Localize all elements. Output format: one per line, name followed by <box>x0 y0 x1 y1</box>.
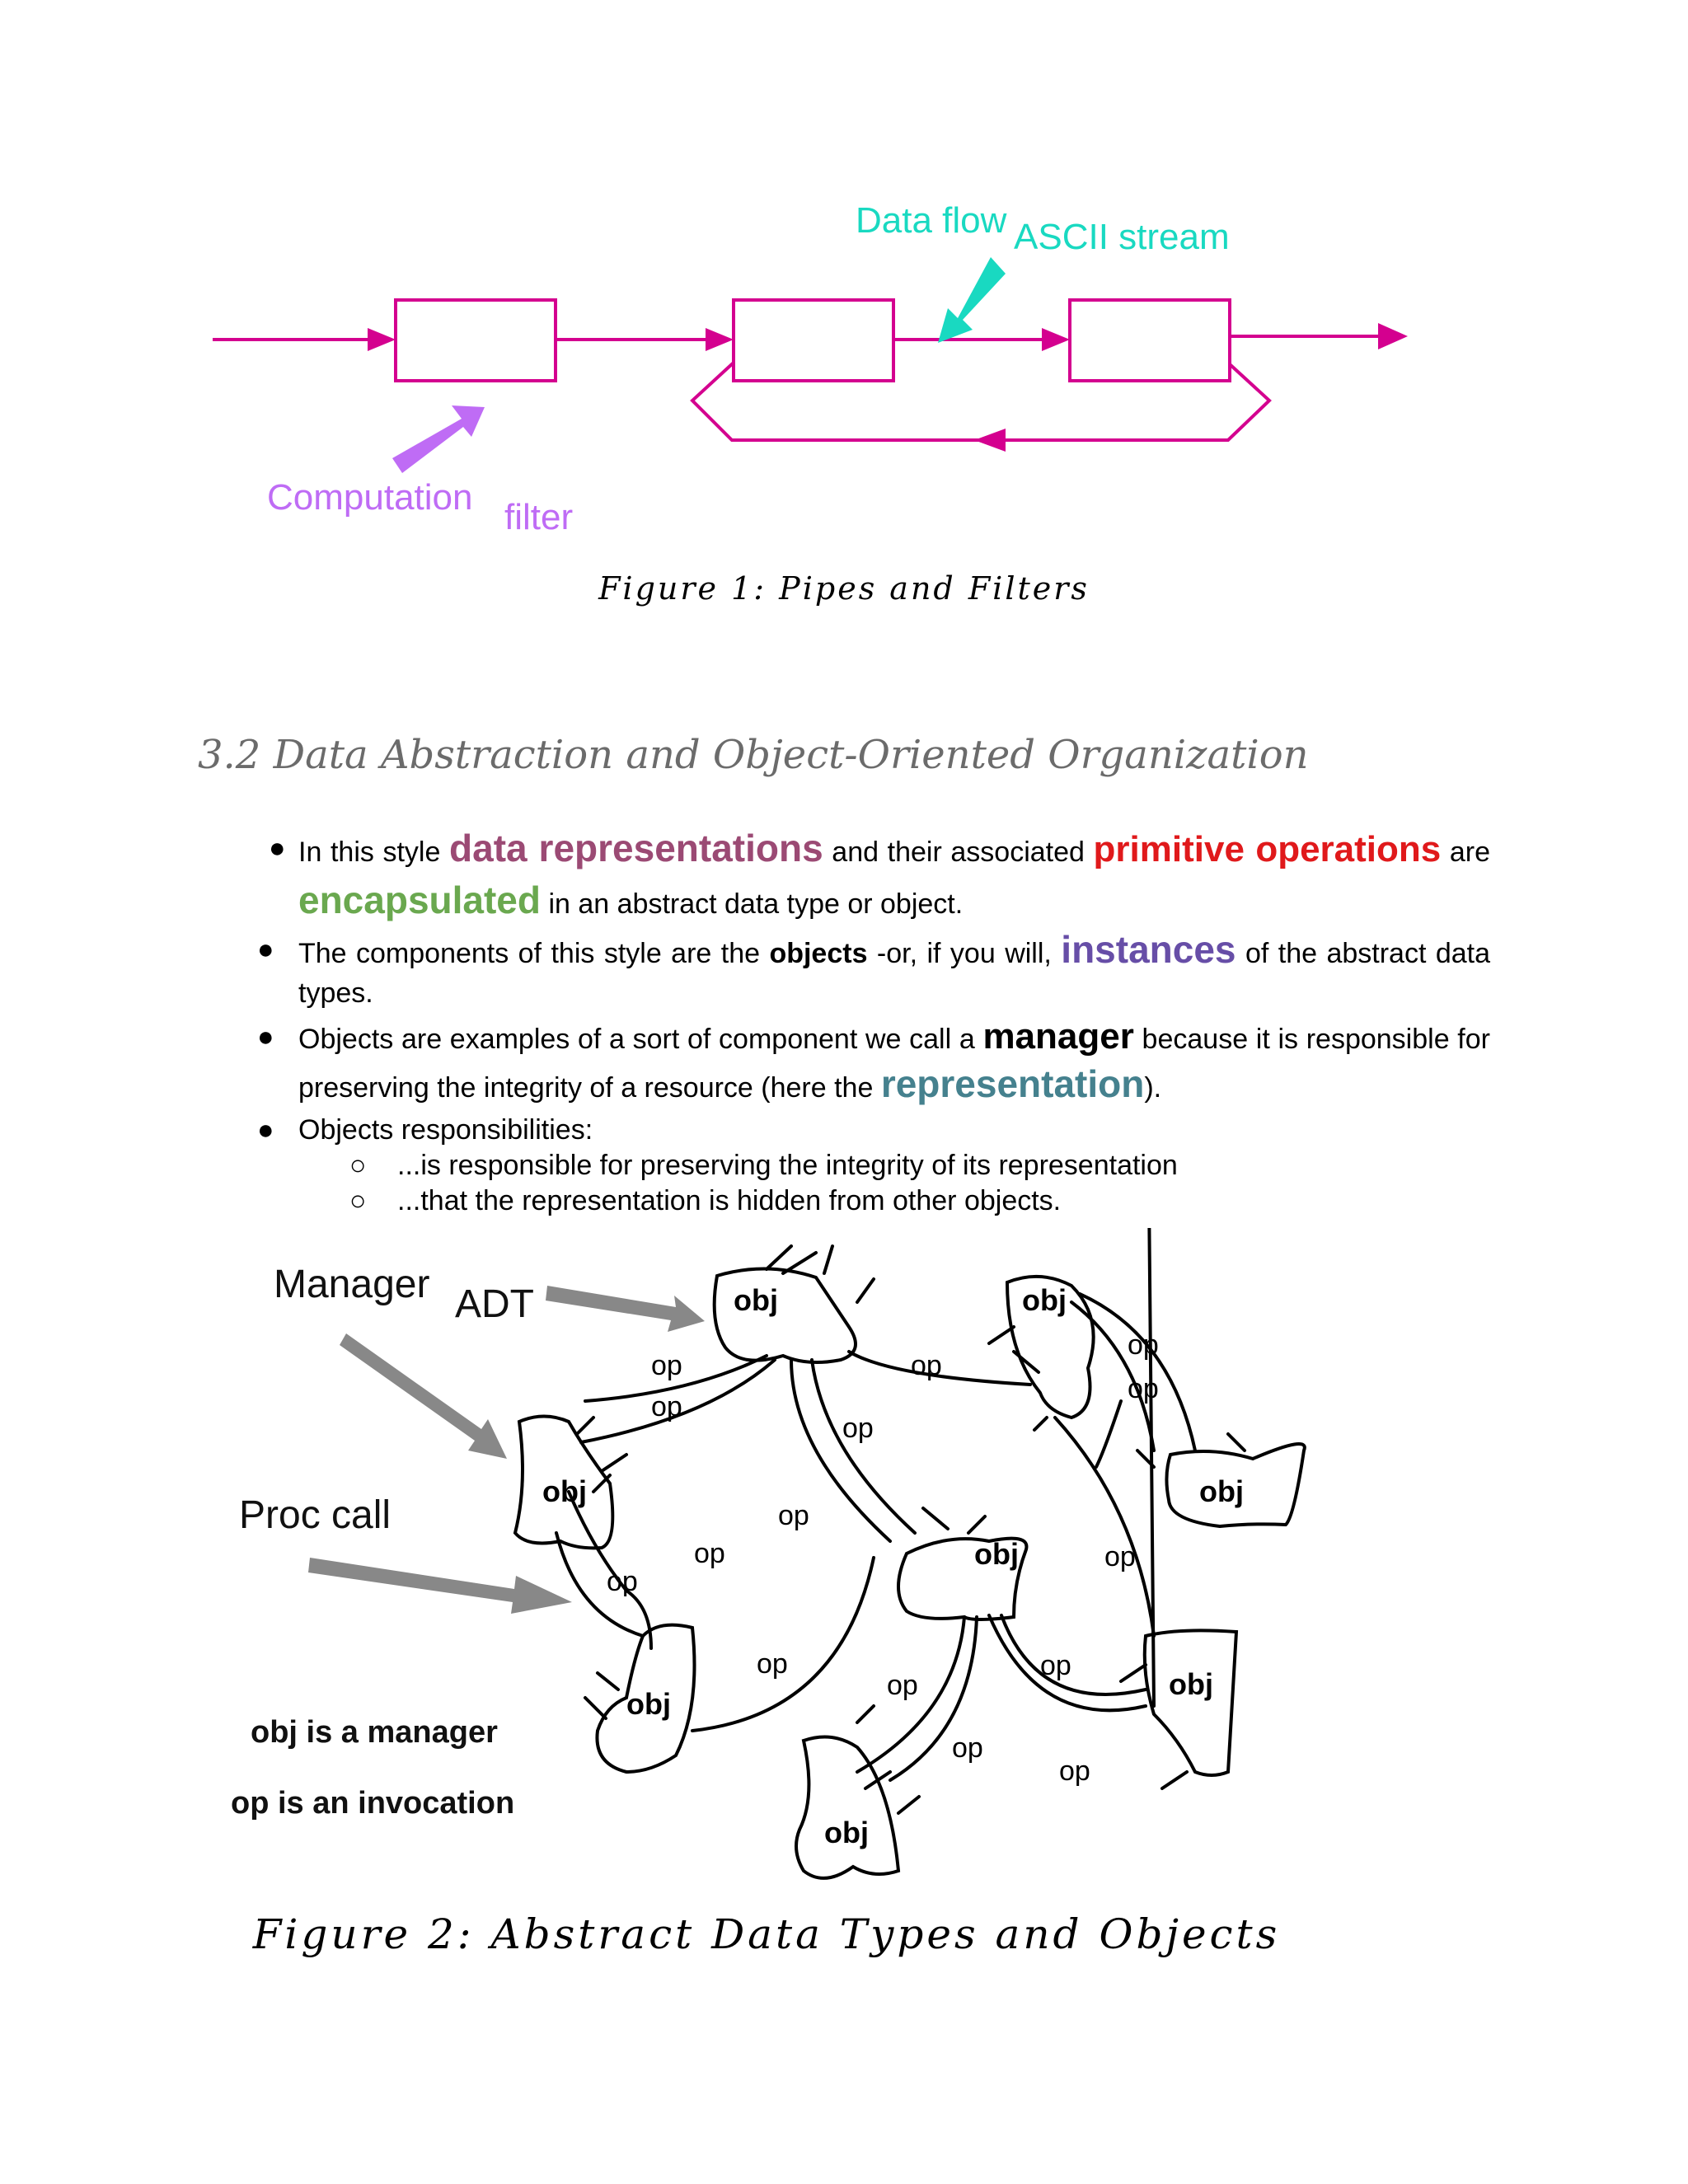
obj-label: obj <box>974 1537 1019 1571</box>
emphasis-encapsulated: encapsulated <box>298 879 541 921</box>
figure1-caption: Figure 1: Pipes and Filters <box>598 570 1090 607</box>
sub-bullet-marker: ○ <box>349 1185 367 1216</box>
op-label: op <box>1104 1541 1136 1572</box>
bullet-item-3: ● Objects are examples of a sort of component we call a manager because it is responsible for preserving the integrity of a resource (here the representation). <box>257 1016 1490 1105</box>
bullet-item-1: ● In this style data representations and their associated primitive operations are encapsulated in an abstract data type or object. <box>298 824 1490 928</box>
sub-bullet-list <box>298 1148 1490 1219</box>
figure2-caption: Figure 2: Abstract Data Types and Objects <box>252 1910 1281 1958</box>
bullet-item-4: ● Objects responsibilities: ○ ...is responsible for preserving the integrity of its representation ○ ...that the representation is hidden from other objects. <box>298 1112 1490 1219</box>
obj-label: obj <box>824 1816 869 1849</box>
bullet-marker: ● <box>269 832 286 864</box>
op-label: op <box>911 1350 942 1381</box>
proc-call-pointer-arrow <box>308 1558 572 1614</box>
op-label: op <box>694 1538 725 1569</box>
adt-pointer-arrow <box>546 1286 705 1332</box>
op-label: op <box>1040 1650 1071 1681</box>
filter-box-1 <box>396 300 556 381</box>
filter-box-2 <box>734 300 893 381</box>
op-label: op <box>757 1648 788 1680</box>
emphasis-data-representations: data representations <box>449 827 823 869</box>
pipes-filters-diagram <box>0 181 1688 602</box>
obj-label: obj <box>626 1687 671 1721</box>
manager-pointer-arrow <box>340 1333 507 1459</box>
label-ascii-stream: ASCII stream <box>1014 217 1230 257</box>
obj-label: obj <box>542 1474 587 1508</box>
op-label: op <box>1059 1755 1090 1787</box>
op-label: op <box>651 1391 682 1422</box>
op-label: op <box>1128 1329 1159 1361</box>
op-label: op <box>651 1350 682 1381</box>
filter-box-3 <box>1070 300 1230 381</box>
legend-op: op is an invocation <box>231 1786 515 1821</box>
obj-label: obj <box>1199 1474 1244 1508</box>
label-computation: Computation <box>267 477 473 518</box>
sub-bullet-item-2: ○ ...that the representation is hidden from other objects. <box>298 1183 1490 1219</box>
data-flow-arrow <box>938 257 1006 343</box>
emphasis-objects: objects <box>769 938 868 969</box>
emphasis-instances: instances <box>1061 928 1236 971</box>
bullet-list <box>257 824 1491 1221</box>
label-manager: Manager <box>274 1263 430 1306</box>
bullet-marker: ● <box>257 1021 274 1052</box>
label-filter: filter <box>504 497 574 537</box>
computation-filter-arrow <box>392 405 485 473</box>
emphasis-primitive-operations: primitive operations <box>1093 829 1442 869</box>
label-adt: ADT <box>455 1282 534 1326</box>
bullet-item-2: ● The components of this style are the objects -or, if you will, instances of the abstract data types. <box>257 928 1490 1009</box>
op-label: op <box>887 1670 918 1701</box>
obj-label: obj <box>734 1283 778 1317</box>
legend-obj: obj is a manager <box>251 1715 498 1750</box>
obj-label: obj <box>1022 1283 1067 1317</box>
emphasis-manager: manager <box>982 1016 1134 1057</box>
sub-bullet-marker: ○ <box>349 1150 367 1181</box>
op-label: op <box>952 1732 983 1764</box>
op-label: op <box>842 1413 874 1444</box>
label-data-flow: Data flow <box>856 200 1007 241</box>
op-label: op <box>607 1566 638 1597</box>
obj-blob <box>796 1737 898 1878</box>
emphasis-representation: representation <box>880 1062 1145 1105</box>
obj-label: obj <box>1169 1667 1213 1701</box>
label-proc-call: Proc call <box>239 1493 392 1537</box>
op-label: op <box>778 1500 809 1531</box>
op-label: op <box>1128 1373 1159 1404</box>
obj-blob <box>1145 1630 1236 1775</box>
pipeline <box>213 300 1408 452</box>
bullet-marker: ● <box>257 934 274 965</box>
bullet-marker: ● <box>257 1114 274 1146</box>
adt-objects-diagram <box>0 1228 1688 1887</box>
sub-bullet-item-1: ○ ...is responsible for preserving the integrity of its representation <box>298 1148 1490 1183</box>
section-heading: 3.2 Data Abstraction and Object-Oriented Organization <box>198 732 1309 778</box>
